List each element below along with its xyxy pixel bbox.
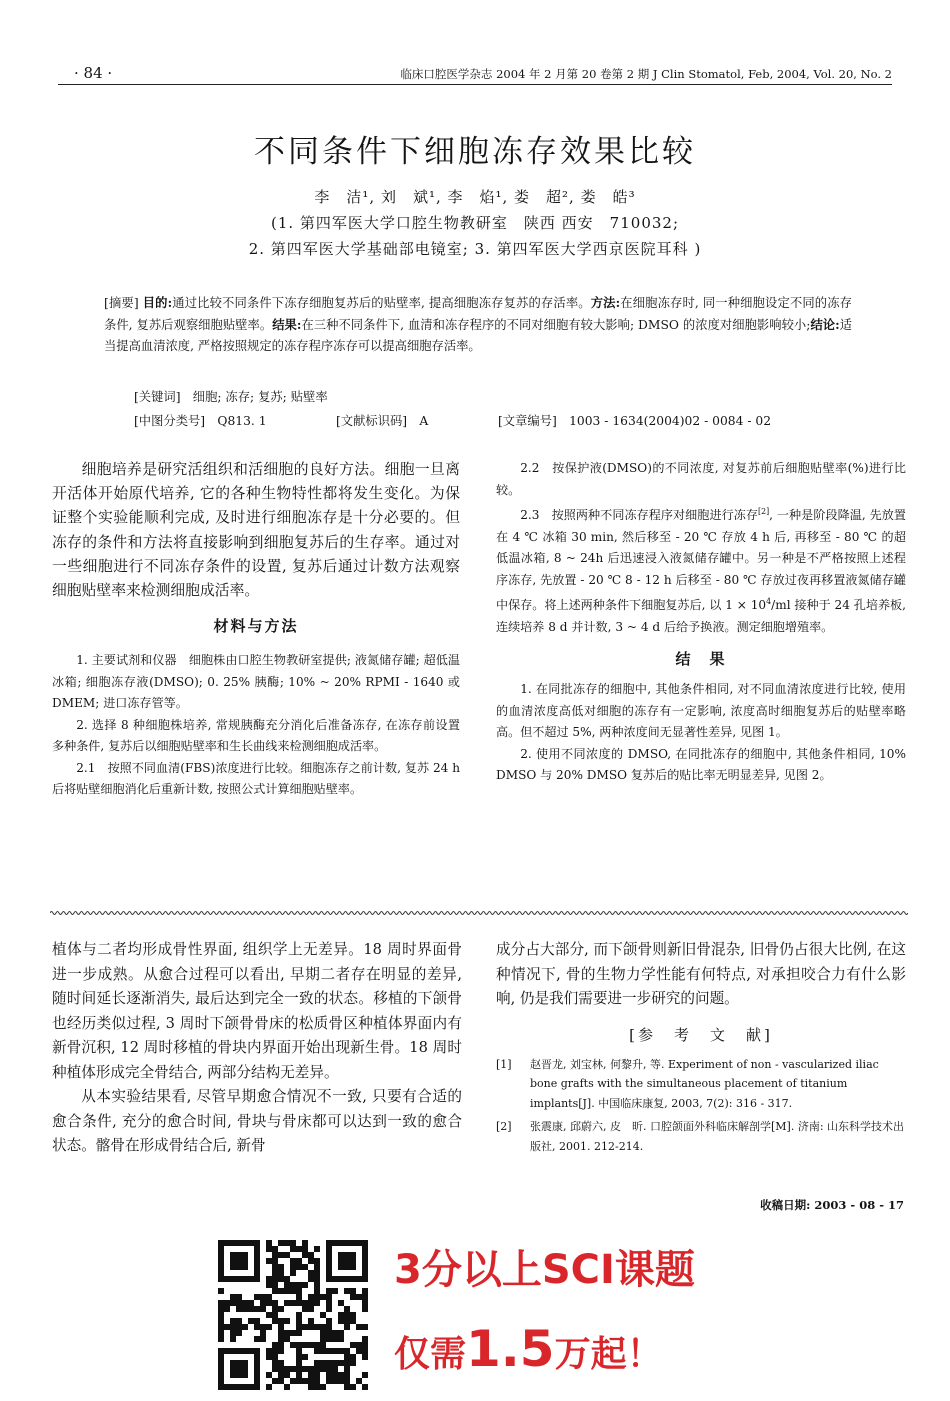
affiliation-line-1: (1. 第四军医大学口腔生物教研室 陕西 西安 710032; — [270, 214, 680, 232]
discussion-paragraph-3: 成分占大部分, 而下颌骨则新旧骨混杂, 旧骨仍占很大比例, 在这种情况下, 骨的生物力学性能有何特点, 对承担咬合力有什么影响, 仍是我们需要进一步研究的问题。 — [496, 941, 906, 1007]
references-heading: [参 考 文 献] — [629, 1025, 773, 1044]
discussion-paragraph-2: 从本实验结果看, 尽管早期愈合情况不一致, 只要有合适的愈合条件, 充分的愈合时间, 骨块与骨床都可以达到一致的愈合状态。髂骨在形成骨结合后, 新骨 — [52, 1088, 462, 1154]
method-text: 在细胞冻存时, 同一种细胞设定不同的冻存条件, 复苏后观察细胞贴壁率。 — [104, 296, 852, 332]
running-head: 临床口腔医学杂志 2004 年 2 月第 20 卷第 2 期 J Clin Stomatol, Feb, 2004, Vol. 20, No. 2 — [400, 67, 892, 81]
conclusion-text: 适当提高血清浓度, 严格按照规定的冻存程序冻存可以提高细胞存活率。 — [104, 318, 852, 353]
ad-price-line: 仅需1.5万起！ — [394, 1320, 663, 1378]
author-list: 李 洁¹, 刘 斌¹, 李 焰¹, 娄 超², 娄 皓³ — [314, 188, 636, 206]
results-item-1: 1. 在同批冻存的细胞中, 其他条件相同, 对不同血清浓度进行比较, 使用的血清浓度高低对细胞的冻存有一定影响, 浓度高时细胞复苏后的贴壁率略高。但不超过 5%, 两种浓度间无显著性差异, 见图 1。 — [496, 682, 906, 740]
received-date: 收稿日期: 2003 - 08 - 17 — [760, 1198, 904, 1212]
results-heading: 结 果 — [675, 650, 727, 669]
header-rule — [58, 84, 892, 85]
lower-right-column — [496, 938, 906, 1156]
reference-item: [2] 张震康, 邱蔚六, 皮 昕. 口腔颌面外科临床解剖学[M]. 济南: 山东科学技术出版社, 2001. 212-214. — [496, 1120, 905, 1153]
methods-item-2-3: 2.3 按照两种不同冻存程序对细胞进行冻存[2], 一种是阶段降温, 先放置在 4 ℃ 冰箱 30 min, 然后移至 - 20 ℃ 存放 4 h 后, 再移至 - 80 ℃ 的超低温冰箱, 8 ~ 24h 后迅速浸入液氮储存罐中。另一种是不严格按照上述程序冻存, 先放置 - 20 ℃ 8 - 12 h 后移至 - 80 ℃ 存放过夜再移置液氮储存罐中保存。将上述两种条件下细胞复苏后, 以 $1 \times 10^4/ml$ 接种于 24 孔培养板, 连续培养 8 d 并计数, 3 ~ 4 d 后给予换液。测定细胞增殖率。 — [496, 507, 906, 634]
method-label: 方法: — [590, 295, 621, 310]
reference-item: [1] 赵晋龙, 刘宝林, 何黎升, 等. Experiment of non - vascularized iliac bone grafts with the simultaneous placement of titanium implants[J]. 中国临床康复, 2003, 7(2): 316 - 317. — [496, 1057, 879, 1110]
objective-text: 通过比较不同条件下冻存细胞复苏后的贴壁率, 提高细胞冻存复苏的存活率。 — [172, 296, 591, 310]
reference-list — [496, 1055, 906, 1157]
article-number: [文章编号] 1003 - 1634(2004)02 - 0084 - 02 — [498, 414, 772, 428]
exponent: 4 — [766, 597, 772, 607]
article-title: 不同条件下细胞冻存效果比较 — [254, 134, 696, 170]
result-text: 在三种不同条件下, 血清和冻存程序的不同对细胞有较大影响; DMSO 的浓度对细胞影响较小; — [301, 318, 811, 332]
conclusion-label: 结论: — [810, 317, 840, 332]
abstract-tag: [摘要] — [104, 296, 139, 310]
keywords: [关键词] 细胞; 冻存; 复苏; 贴壁率 — [134, 390, 328, 404]
citation-ref: [2] — [758, 507, 770, 516]
ad-price: 1.5 — [466, 1320, 555, 1378]
methods-item-2-2: 2.2 按保护液(DMSO)的不同浓度, 对复苏前后细胞贴壁率(%)进行比较。 — [496, 461, 906, 497]
left-column — [52, 458, 460, 801]
discussion-paragraph-1: 植体与二者均形成骨性界面, 组织学上无差异。18 周时界面骨进一步成熟。从愈合过程可以看出, 早期二者存在明显的差异, 随时间延长逐渐消失, 最后达到完全一致的状态。移植的下颌骨也经历类似过程, 3 周时下颌骨骨床的松质骨区种植体界面内有新骨沉积, 12 周时移植的骨块内界面开始出现新生骨。18 周时种植体形成完全骨结合, 两部分结构无差异。 — [52, 941, 462, 1081]
section-divider — [50, 910, 908, 916]
methods-item-2: 2. 选择 8 种细胞株培养, 常规胰酶充分消化后准备冻存, 在冻存前设置多种条件, 复苏后以细胞贴壁率和生长曲线来检测细胞成活率。 — [52, 717, 460, 754]
result-label: 结果: — [272, 317, 302, 332]
methods-item-2-1: 2.1 按照不同血清(FBS)浓度进行比较。细胞冻存之前计数, 复苏 24 h 后将贴壁细胞消化后重新计数, 按照公式计算细胞贴壁率。 — [52, 760, 460, 797]
abstract — [104, 292, 852, 357]
lower-left-column — [52, 938, 462, 1159]
page-number: · 84 · — [74, 64, 113, 82]
intro-paragraph: 细胞培养是研究活组织和活细胞的良好方法。细胞一旦离开活体开始原代培养, 它的各种生物特性都将发生变化。为保证整个实验能顺利完成, 及时进行细胞冻存是十分必要的。但冻存的条件和方法将直接影响到细胞复苏后的生存率。通过对一些细胞进行不同冻存条件的设置, 复苏后通过计数方法观察细胞贴壁率来检测细胞成活率。 — [52, 461, 460, 600]
qr-code-icon[interactable] — [218, 1240, 368, 1390]
document-code: [文献标识码] A — [336, 414, 429, 428]
affiliation-line-2: 2. 第四军医大学基础部电镜室; 3. 第四军医大学西京医院耳科 ) — [248, 240, 702, 258]
methods-item-1: 1. 主要试剂和仪器 细胞株由口腔生物教研室提供; 液氮储存罐; 超低温冰箱; 细胞冻存液(DMSO); 0. 25% 胰酶; 10% ~ 20% RPMI - 1640 或 DMEM; 进口冻存管等。 — [52, 653, 460, 711]
objective-label: 目的: — [142, 295, 173, 310]
right-column — [496, 458, 906, 787]
results-item-2: 2. 使用不同浓度的 DMSO, 在同批冻存的细胞中, 其他条件相同, 10% DMSO 与 20% DMSO 复苏后的贴比率无明显差异, 见图 2。 — [496, 746, 906, 783]
ad-headline: 3分以上SCI课题 — [394, 1247, 695, 1293]
methods-heading: 材料与方法 — [213, 617, 299, 636]
clc-number: [中图分类号] Q813. 1 — [134, 414, 267, 428]
